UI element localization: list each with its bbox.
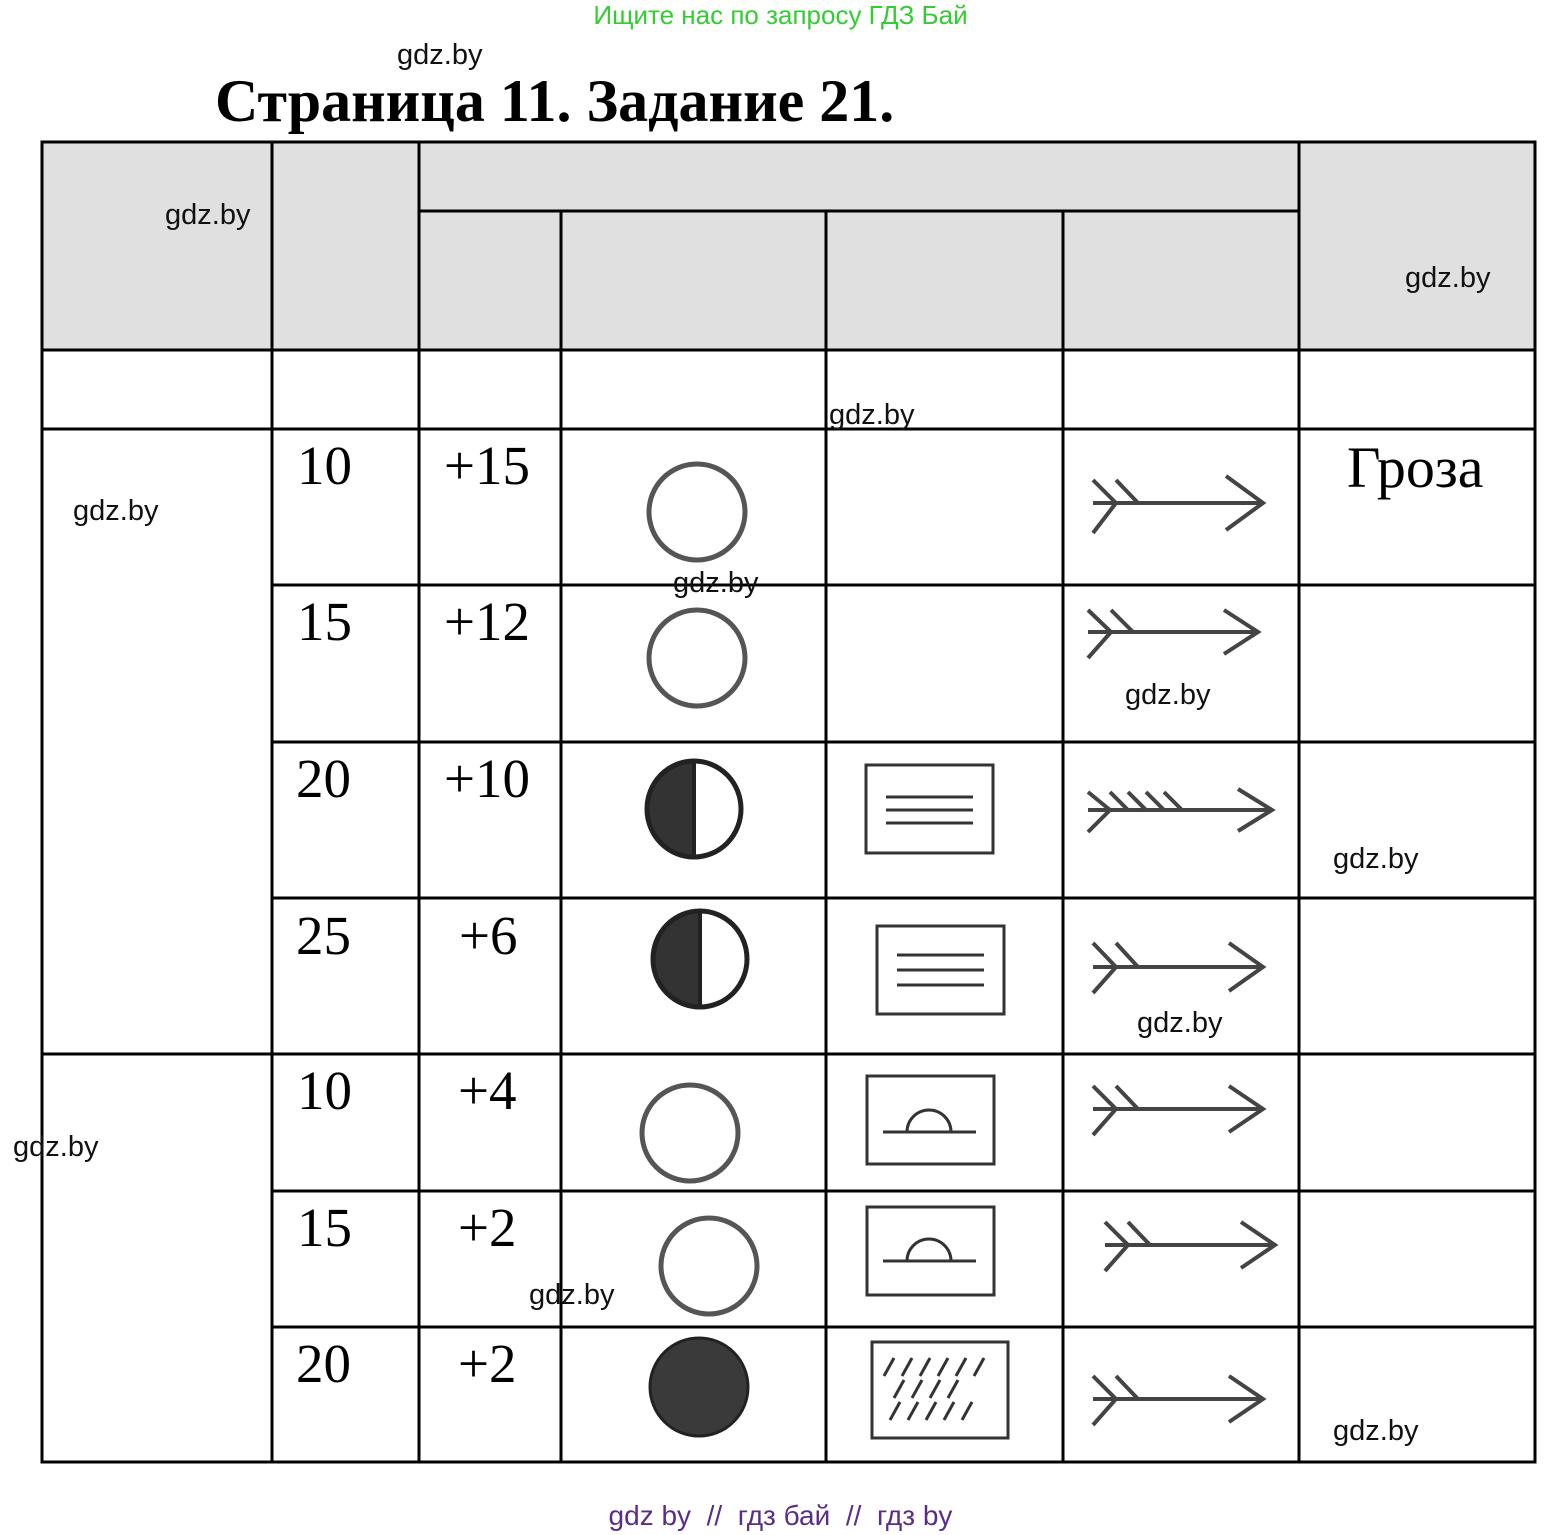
temperature-cell: +12 xyxy=(444,591,531,652)
temperature-cell: +6 xyxy=(459,905,518,966)
clear-sky-circle-icon xyxy=(649,610,745,706)
watermark: gdz.by xyxy=(1333,843,1419,875)
table-row xyxy=(647,761,1272,857)
wind-arrow-icon xyxy=(1093,943,1263,993)
table-row xyxy=(661,1207,1275,1314)
watermark: gdz.by xyxy=(13,1131,99,1163)
watermark: gdz.by xyxy=(1405,262,1491,294)
footer-link-gdz-by[interactable]: gdz by xyxy=(608,1500,692,1531)
table-row xyxy=(649,464,1263,560)
watermark: gdz.by xyxy=(1125,679,1211,711)
wind-arrow-icon xyxy=(1093,1376,1263,1425)
dew-sunrise-box-icon xyxy=(867,1207,994,1295)
wind-speed-cell: 20 xyxy=(296,748,351,809)
wind-arrow-icon xyxy=(1088,610,1258,658)
phenomenon-cell: Гроза xyxy=(1347,435,1484,500)
temperature-cell: +4 xyxy=(458,1060,517,1121)
wind-arrow-icon xyxy=(1105,1222,1275,1271)
wind-speed-cell: 25 xyxy=(296,905,351,966)
footer-separator: // xyxy=(845,1500,862,1531)
footer-link-gdz-bai[interactable]: гдз бай xyxy=(737,1500,831,1531)
wind-speed-cell: 20 xyxy=(296,1333,351,1394)
wind-speed-cell: 15 xyxy=(297,591,352,652)
wind-speed-cell: 10 xyxy=(297,435,352,496)
watermark: gdz.by xyxy=(165,199,251,231)
rain-hatched-box-icon xyxy=(872,1342,1008,1438)
table-row xyxy=(642,1076,1263,1181)
wind-arrow-icon xyxy=(1093,1086,1263,1135)
temperature-cell: +15 xyxy=(444,435,531,496)
fog-lines-box-icon xyxy=(866,765,993,853)
dew-sunrise-box-icon xyxy=(867,1076,994,1164)
wind-arrow-multi-feather-icon xyxy=(1088,789,1272,832)
footer-separator: // xyxy=(706,1500,723,1531)
top-banner: Ищите нас по запросу ГДЗ Бай xyxy=(593,0,968,30)
temperature-cell: +10 xyxy=(444,748,531,809)
table-row xyxy=(650,1338,1263,1438)
temperature-cell: +2 xyxy=(458,1197,517,1258)
page-title: Страница 11. Задание 21. xyxy=(215,68,895,134)
clear-sky-circle-icon xyxy=(649,464,745,560)
table-row xyxy=(653,911,1263,1014)
watermark: gdz.by xyxy=(73,495,159,527)
wind-speed-cell: 15 xyxy=(297,1197,352,1258)
half-cloudy-circle-icon xyxy=(647,761,741,857)
overcast-filled-circle-icon xyxy=(650,1338,748,1436)
watermark: gdz.by xyxy=(529,1279,615,1311)
clear-sky-circle-icon xyxy=(642,1085,738,1181)
watermark: gdz.by xyxy=(1137,1007,1223,1039)
watermark: gdz.by xyxy=(829,399,915,431)
footer-links xyxy=(0,1500,1561,1532)
watermark: gdz.by xyxy=(1333,1415,1419,1447)
clear-sky-circle-icon xyxy=(661,1218,757,1314)
watermark: gdz.by xyxy=(397,39,483,71)
temperature-cell: +2 xyxy=(458,1333,517,1394)
watermark: gdz.by xyxy=(673,567,759,599)
footer-link-gdz-by-cyr[interactable]: гдз by xyxy=(876,1500,953,1531)
wind-speed-cell: 10 xyxy=(297,1060,352,1121)
half-cloudy-circle-icon xyxy=(653,911,747,1007)
fog-lines-box-icon xyxy=(877,926,1004,1014)
wind-arrow-icon xyxy=(1093,476,1263,533)
table-header-background xyxy=(42,142,1535,350)
